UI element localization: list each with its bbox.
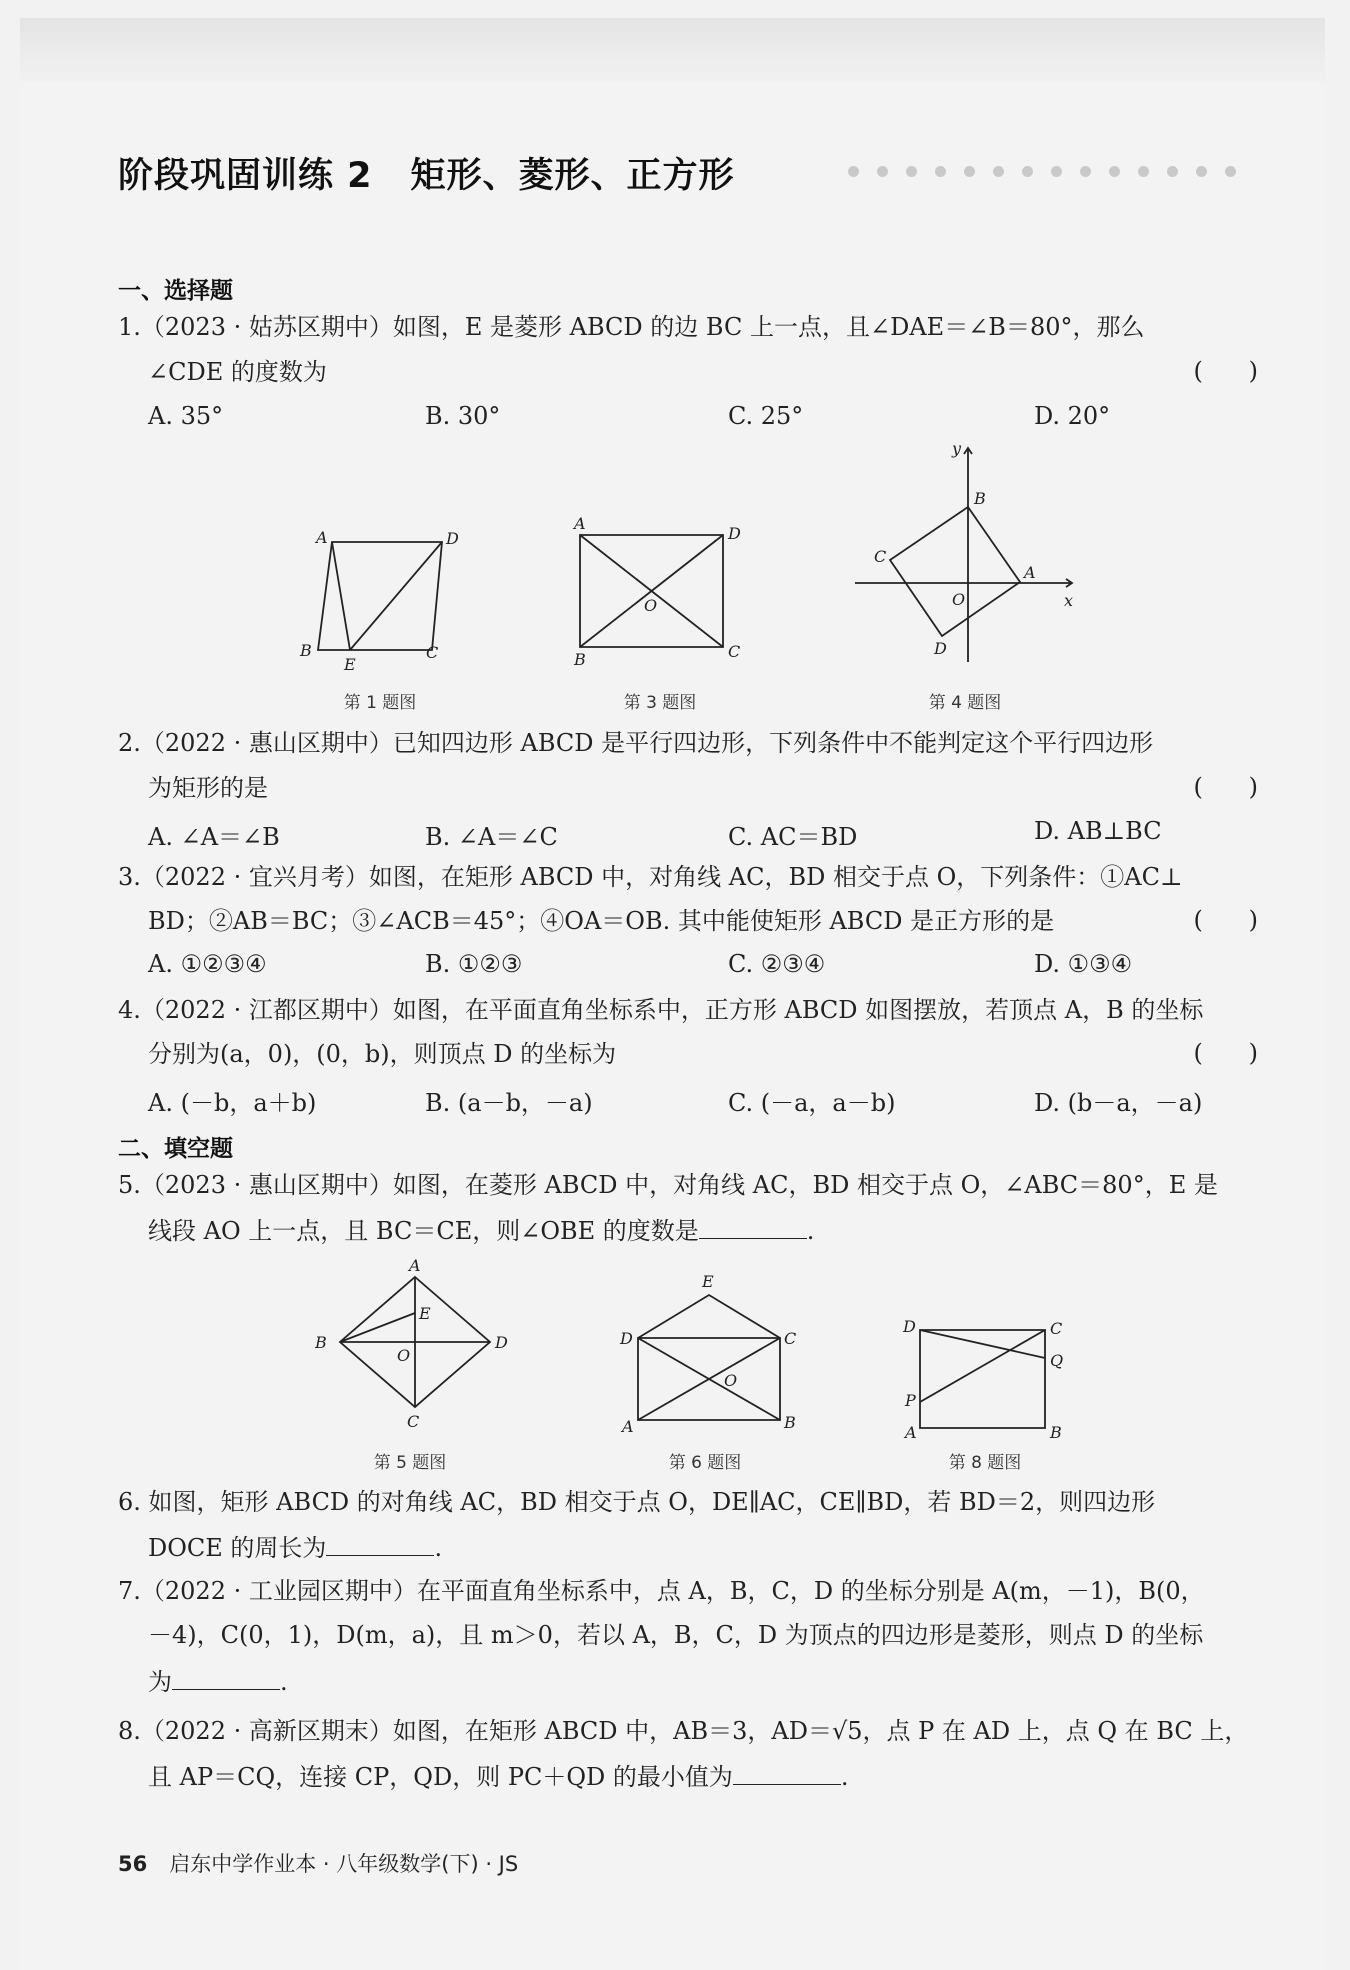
segment-be bbox=[340, 1313, 415, 1342]
q7-line3-wrap bbox=[148, 1665, 288, 1697]
caption-fig-5: 第 5 题图 bbox=[373, 1453, 447, 1473]
q4-option-d: D. (b－a，－a) bbox=[1034, 1089, 1203, 1117]
label-x: x bbox=[1064, 591, 1074, 610]
label-o: O bbox=[724, 1371, 738, 1390]
q1-option-b: B. 30° bbox=[425, 402, 501, 430]
label-a: A bbox=[622, 1417, 634, 1436]
q3-option-c: C. ②③④ bbox=[728, 950, 826, 978]
q1-option-d: D. 20° bbox=[1034, 402, 1111, 430]
label-y: y bbox=[952, 439, 962, 458]
q4-option-c: C. (－a，a－b) bbox=[728, 1089, 896, 1117]
label-b: B bbox=[784, 1413, 796, 1432]
q5-line2: 线段 AO 上一点，且 BC＝CE，则∠OBE 的度数是 bbox=[148, 1217, 699, 1245]
label-d: D bbox=[620, 1329, 633, 1348]
label-d: D bbox=[903, 1317, 916, 1336]
label-b: B bbox=[574, 650, 586, 669]
q8-answer-blank[interactable] bbox=[733, 1760, 841, 1785]
page-top-band bbox=[20, 18, 1325, 82]
label-c: C bbox=[874, 547, 887, 566]
figure-q3-rectangle bbox=[560, 515, 760, 675]
q6-line2: DOCE 的周长为 bbox=[148, 1534, 327, 1562]
label-d: D bbox=[495, 1333, 508, 1352]
figure-q1-rhombus bbox=[290, 520, 470, 675]
page-footer bbox=[118, 1848, 518, 1878]
label-d: D bbox=[728, 524, 741, 543]
page-number: 56 bbox=[118, 1852, 148, 1876]
q7-period: . bbox=[280, 1668, 288, 1696]
label-a: A bbox=[574, 514, 586, 533]
q7-line3: 为 bbox=[148, 1668, 172, 1696]
label-o: O bbox=[952, 590, 966, 609]
label-c: C bbox=[407, 1412, 420, 1431]
decorative-dots bbox=[848, 162, 1254, 178]
caption-fig-4: 第 4 题图 bbox=[928, 693, 1002, 713]
rhombus-abcd bbox=[318, 542, 442, 650]
section-fill-heading: 二、填空题 bbox=[118, 1136, 233, 1162]
section-choice-heading: 一、选择题 bbox=[118, 278, 233, 304]
book-title: 启东中学作业本 · 八年级数学(下) · JS bbox=[169, 1852, 519, 1876]
q4-line2: 分别为(a，0)，(0，b)，则顶点 D 的坐标为 bbox=[148, 1040, 617, 1068]
q1-answer-paren: ( ) bbox=[1193, 357, 1258, 385]
label-c: C bbox=[784, 1329, 797, 1348]
q4-line1: 4.（2022 · 江都区期中）如图，在平面直角坐标系中，正方形 ABCD 如图摆放，若顶点 A，B 的坐标 bbox=[118, 996, 1204, 1024]
q1-option-c: C. 25° bbox=[728, 402, 804, 430]
q7-answer-blank[interactable] bbox=[172, 1665, 280, 1690]
q1-line2: ∠CDE 的度数为 bbox=[148, 358, 327, 386]
q8-line2: 且 AP＝CQ，连接 CP，QD，则 PC＋QD 的最小值为 bbox=[148, 1763, 733, 1791]
segment-ae bbox=[332, 542, 350, 650]
q7-line2: －4)，C(0，1)，D(m，a)，且 m＞0，若以 A，B，C，D 为顶点的四边形是菱形，则点 D 的坐标 bbox=[148, 1621, 1204, 1649]
q3-answer-paren: ( ) bbox=[1193, 906, 1258, 934]
label-a: A bbox=[409, 1256, 421, 1275]
caption-fig-8: 第 8 题图 bbox=[948, 1453, 1022, 1473]
segment-dq bbox=[920, 1330, 1045, 1358]
q8-period: . bbox=[840, 1763, 849, 1791]
label-d: D bbox=[446, 529, 459, 548]
q1-line1: 1.（2023 · 姑苏区期中）如图，E 是菱形 ABCD 的边 BC 上一点，且∠DAE＝∠B＝80°，那么 bbox=[118, 313, 1145, 341]
label-a: A bbox=[1024, 563, 1036, 582]
q4-option-a: A. (－b，a＋b) bbox=[148, 1089, 317, 1117]
page-title bbox=[118, 148, 735, 198]
figure-q6-rectangle bbox=[610, 1262, 810, 1437]
q3-option-b: B. ①②③ bbox=[425, 950, 523, 978]
label-o: O bbox=[397, 1346, 411, 1365]
q8-line2-wrap bbox=[148, 1760, 849, 1792]
label-a: A bbox=[316, 528, 328, 547]
label-c: C bbox=[728, 642, 741, 661]
q4-option-b: B. (a－b，－a) bbox=[425, 1089, 593, 1117]
q2-answer-paren: ( ) bbox=[1193, 773, 1258, 801]
label-c: C bbox=[1050, 1319, 1063, 1338]
title-main: 阶段巩固训练 2 bbox=[118, 156, 373, 196]
label-b: B bbox=[1050, 1423, 1062, 1442]
label-q: Q bbox=[1050, 1351, 1064, 1370]
q3-line1: 3.（2022 · 宜兴月考）如图，在矩形 ABCD 中，对角线 AC，BD 相交于点 O，下列条件：①AC⊥ bbox=[118, 863, 1183, 891]
square-abcd bbox=[890, 507, 1020, 636]
q2-line2: 为矩形的是 bbox=[148, 774, 268, 802]
label-b: B bbox=[974, 489, 986, 508]
figure-q8-rectangle bbox=[895, 1310, 1085, 1440]
label-b: B bbox=[315, 1333, 327, 1352]
q2-option-d: D. AB⊥BC bbox=[1034, 817, 1162, 845]
label-d: D bbox=[934, 639, 947, 658]
triangle-dec bbox=[638, 1295, 780, 1338]
q5-line2-wrap bbox=[148, 1214, 814, 1246]
q4-answer-paren: ( ) bbox=[1193, 1039, 1258, 1067]
q3-option-d: D. ①③④ bbox=[1034, 950, 1133, 978]
q8-line1: 8.（2022 · 高新区期末）如图，在矩形 ABCD 中，AB＝3，AD＝√5，点 P 在 AD 上，点 Q 在 BC 上， bbox=[118, 1717, 1249, 1745]
q6-line1: 6. 如图，矩形 ABCD 的对角线 AC，BD 相交于点 O，DE∥AC，CE∥BD，若 BD＝2，则四边形 bbox=[118, 1488, 1156, 1516]
figure-q4-square-axes bbox=[850, 440, 1080, 675]
q5-answer-blank[interactable] bbox=[699, 1214, 807, 1239]
title-subtitle: 矩形、菱形、正方形 bbox=[410, 156, 735, 196]
q3-line2: BD；②AB＝BC；③∠ACB＝45°；④OA＝OB. 其中能使矩形 ABCD 是正方形的是 bbox=[148, 907, 1055, 935]
label-e: E bbox=[344, 655, 356, 674]
q1-option-a: A. 35° bbox=[148, 402, 224, 430]
q5-period: . bbox=[806, 1217, 815, 1245]
q6-period: . bbox=[434, 1534, 443, 1562]
label-o: O bbox=[644, 596, 658, 615]
segment-pc bbox=[920, 1330, 1045, 1402]
q2-option-c: C. AC＝BD bbox=[728, 823, 858, 851]
label-p: P bbox=[905, 1391, 916, 1410]
caption-fig-3: 第 3 题图 bbox=[623, 693, 697, 713]
label-e: E bbox=[702, 1272, 714, 1291]
q6-line2-wrap bbox=[148, 1531, 442, 1563]
q7-line1: 7.（2022 · 工业园区期中）在平面直角坐标系中，点 A，B，C，D 的坐标分别是 A(m，－1)，B(0， bbox=[118, 1577, 1205, 1605]
figure-q5-rhombus bbox=[305, 1255, 515, 1435]
title-row bbox=[118, 148, 1318, 196]
segment-de bbox=[350, 542, 442, 650]
q2-option-b: B. ∠A＝∠C bbox=[425, 823, 558, 851]
label-b: B bbox=[300, 641, 312, 660]
label-c: C bbox=[426, 643, 439, 662]
label-a: A bbox=[905, 1423, 917, 1442]
q3-option-a: A. ①②③④ bbox=[148, 950, 267, 978]
caption-fig-1: 第 1 题图 bbox=[343, 693, 417, 713]
label-e: E bbox=[419, 1304, 431, 1323]
caption-fig-6: 第 6 题图 bbox=[668, 1453, 742, 1473]
q6-answer-blank[interactable] bbox=[326, 1531, 434, 1556]
q2-option-a: A. ∠A＝∠B bbox=[148, 823, 280, 851]
q5-line1: 5.（2023 · 惠山区期中）如图，在菱形 ABCD 中，对角线 AC，BD 相交于点 O，∠ABC＝80°，E 是 bbox=[118, 1171, 1218, 1199]
q2-line1: 2.（2022 · 惠山区期中）已知四边形 ABCD 是平行四边形，下列条件中不能判定这个平行四边形 bbox=[118, 729, 1154, 757]
